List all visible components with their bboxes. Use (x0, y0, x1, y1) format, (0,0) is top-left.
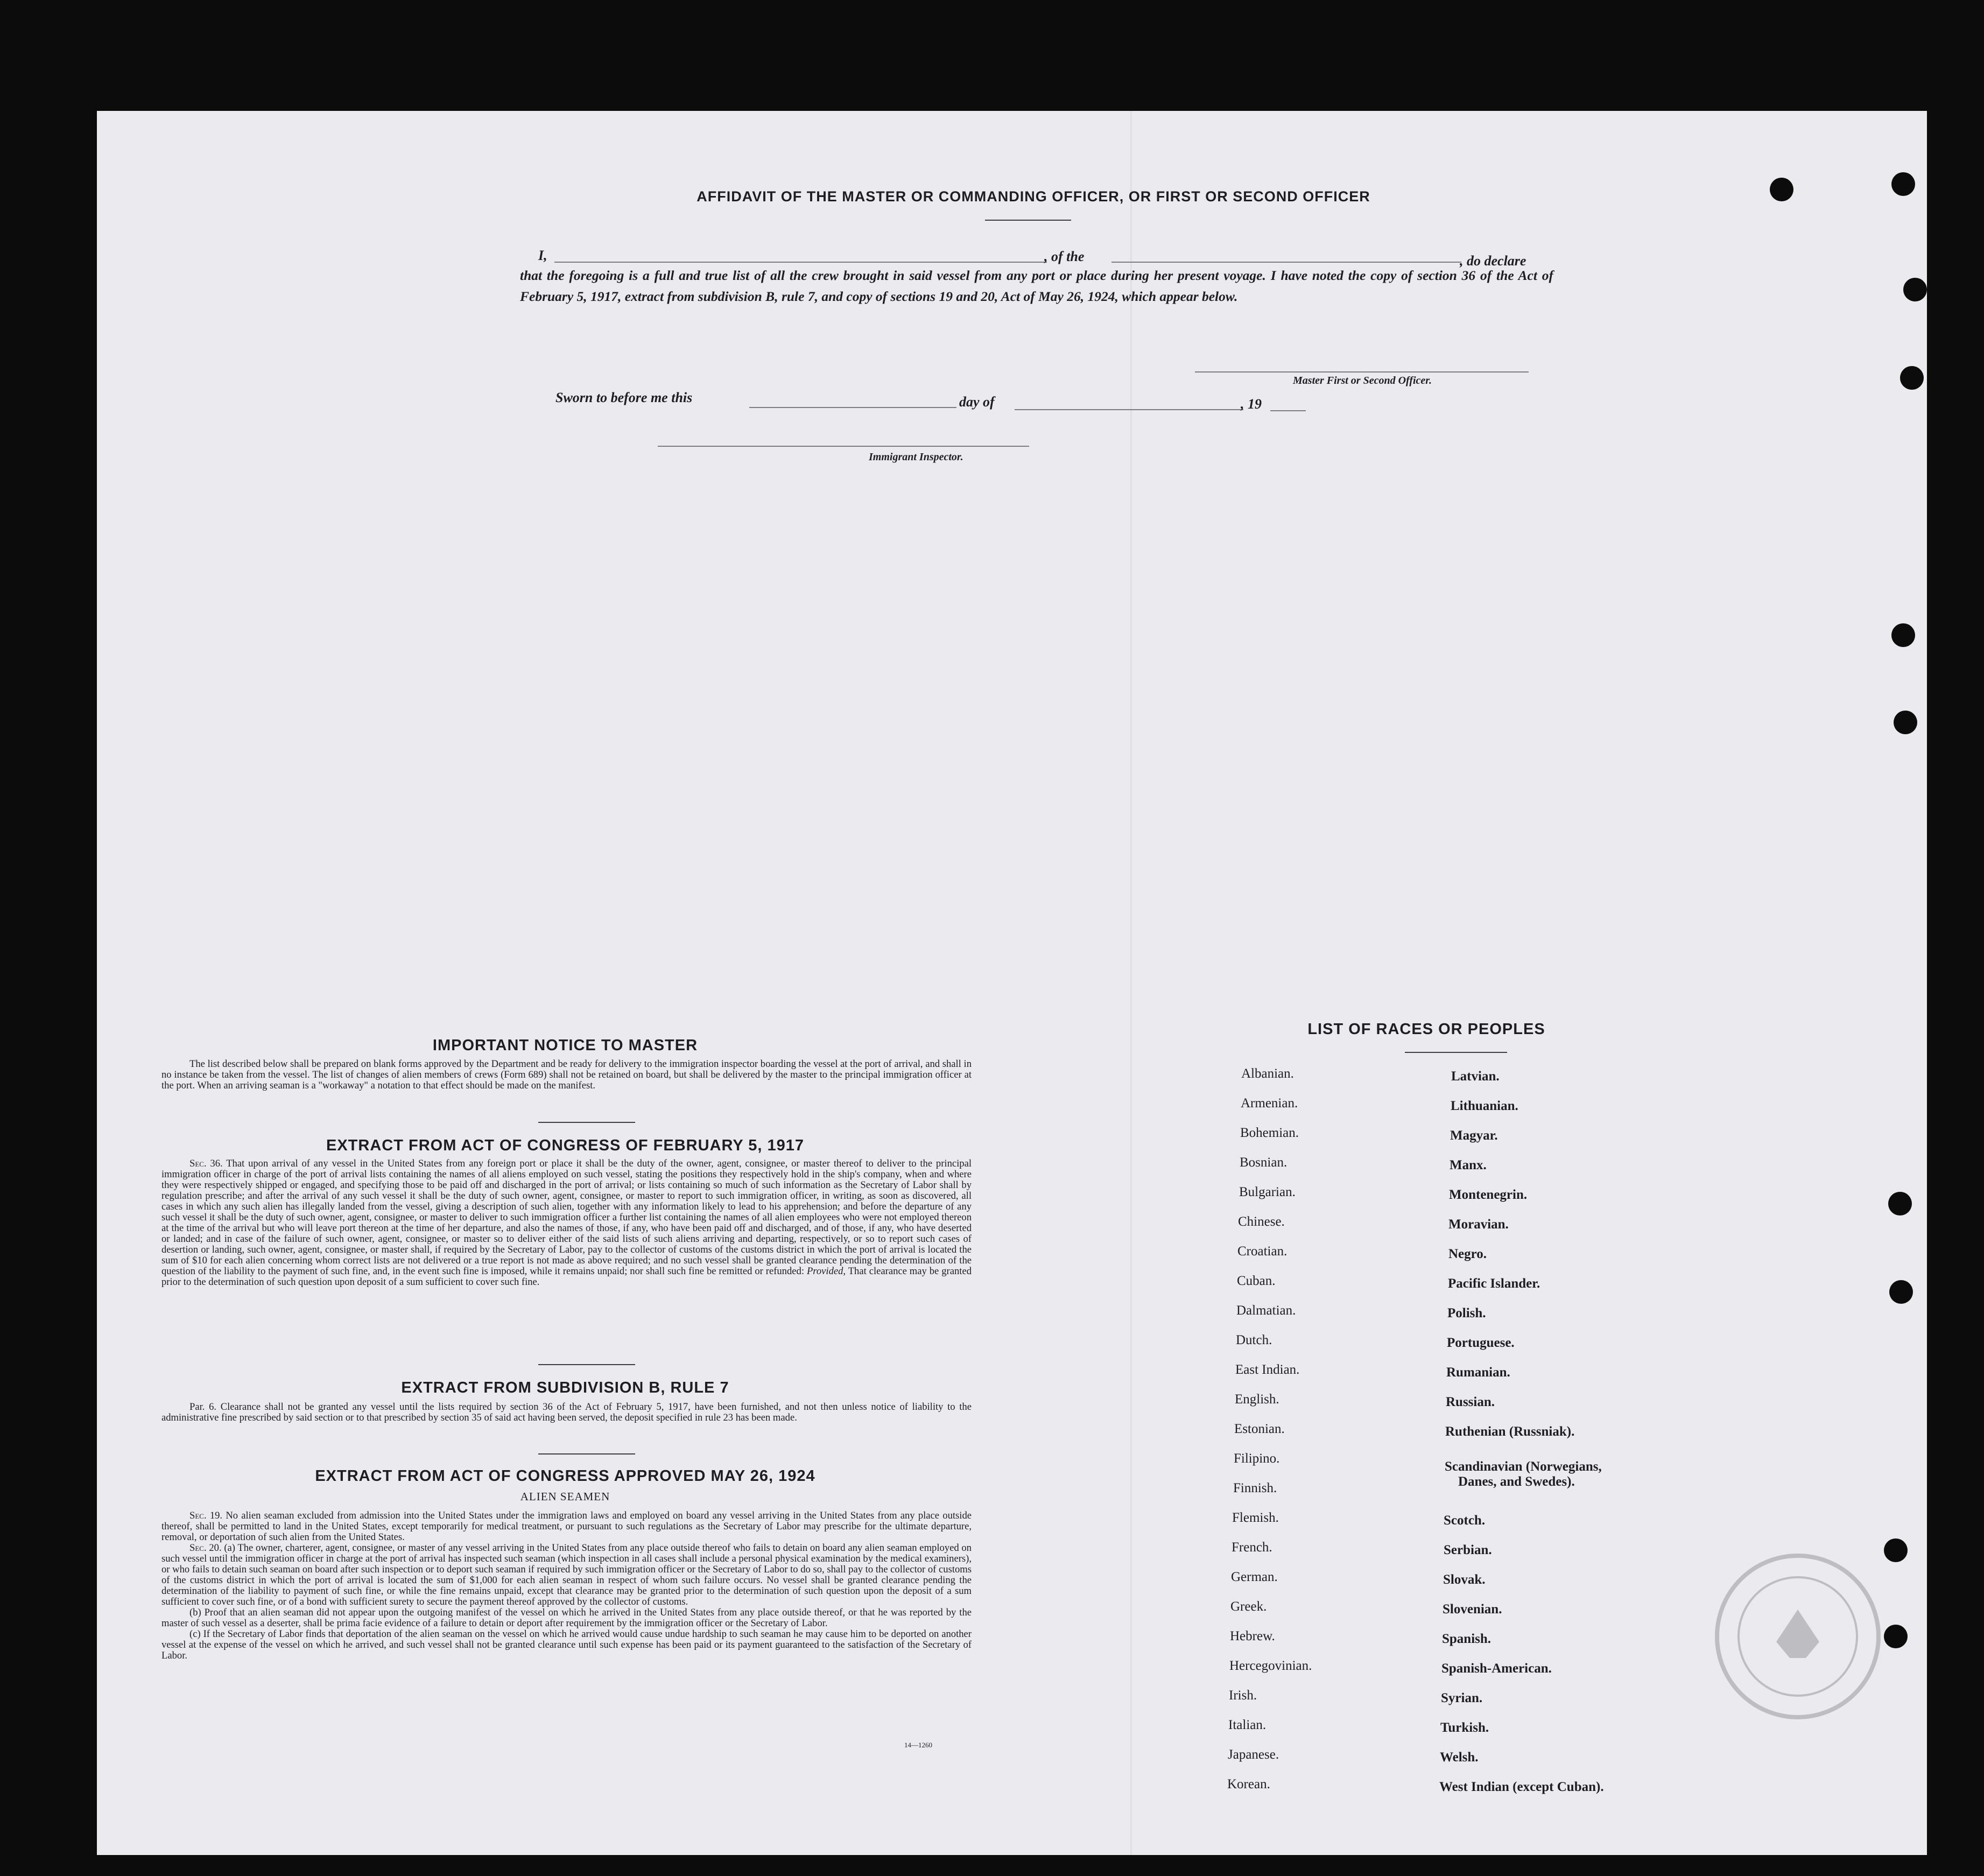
section-19-text: No alien seaman excluded from admission into the United States under the immigration laws and employed on board any vessel arriving in the United States from any place outside thereof, shall be permitted to land in the United States, except temporarily for medical treatment, or pursuant to such regulations as the Secretary of Labor may prescribe for the ultimate departure, removal, or deportation of such alien from the United States. (161, 1510, 972, 1543)
master-signature-field[interactable] (1195, 371, 1529, 373)
sworn-label: Sworn to before me this (555, 390, 693, 405)
section-19-paragraph (161, 1510, 972, 1543)
race-item: Bosnian. (1240, 1155, 1288, 1170)
race-item: Scandinavian (Norwegians, (1445, 1459, 1602, 1474)
race-item: Cuban. (1237, 1274, 1276, 1288)
race-item: Manx. (1450, 1158, 1487, 1172)
day-of-label: day of (959, 394, 995, 410)
race-item: German. (1231, 1570, 1278, 1584)
inspector-label: Immigrant Inspector. (869, 451, 963, 463)
race-item: Spanish. (1442, 1632, 1491, 1646)
race-item: Hebrew. (1230, 1629, 1275, 1643)
official-seal-stamp (1712, 1550, 1884, 1723)
title-rule (985, 220, 1071, 221)
race-item: Japanese. (1228, 1747, 1279, 1762)
divider (538, 1122, 635, 1123)
punch-hole (1884, 1625, 1908, 1648)
race-item: Ruthenian (Russniak). (1445, 1424, 1575, 1439)
races-heading: LIST OF RACES OR PEOPLES (1307, 1021, 1545, 1038)
race-item: West Indian (except Cuban). (1439, 1780, 1604, 1794)
punch-hole (1884, 1538, 1908, 1562)
race-item: Slovenian. (1443, 1602, 1502, 1617)
extract-1917-heading: EXTRACT FROM ACT OF CONGRESS OF FEBRUARY 5, 1917 (326, 1137, 805, 1154)
race-item: Hercegovinian. (1229, 1659, 1312, 1673)
race-item: Armenian. (1241, 1096, 1298, 1111)
race-item: Serbian. (1444, 1543, 1492, 1557)
race-item: Croatian. (1237, 1244, 1288, 1259)
rule7-paragraph: Par. 6. Clearance shall not be granted any vessel until the lists required by section 36 of the Act of February 5, 1917, have been furnished, and not then unless notice of liability to the administrative fine prescribed by said section or to that prescribed by section 35 of said act having been served, the deposit specified in rule 23 has been made. (161, 1401, 972, 1423)
sworn-day-field[interactable] (749, 407, 956, 408)
race-item: Moravian. (1448, 1217, 1509, 1232)
punch-hole (1894, 711, 1917, 734)
page-fold (1130, 111, 1132, 1855)
race-item: French. (1232, 1540, 1272, 1555)
inspector-signature-field[interactable] (658, 446, 1029, 447)
do-declare-label: , do declare (1460, 253, 1526, 269)
affidavit-title: AFFIDAVIT OF THE MASTER OR COMMANDING OFFICER, OR FIRST OR SECOND OFFICER (696, 188, 1370, 205)
race-item: Albanian. (1241, 1066, 1294, 1081)
section-20a-text: (a) The owner, charterer, agent, consignee, or master of any vessel arriving in the United States from any place outside thereof who fails to detain on board any alien seaman employed on such vessel until the immigration officer in charge at the port of arrival has inspected such seaman (which inspection in all cases shall include a personal physical examination by the medical examiners), or who fails to detain such seaman on board after such inspection or to deport such seaman if required by such immigration officer or the Secretary of Labor to do so, shall pay to the collector of customs of the customs district in which the port of arrival is located the sum of $1,000 for each alien seaman in respect of whom such failure occurs. No vessel shall be granted clearance pending the determination of the liability to payment of such fine, or while the fine remains unpaid, except that clearance may be granted prior to the determination of such question upon the deposit of a sum sufficient to cover such fine, or of a bond with sufficient surety to secure the payment thereof approved by the collector of customs. (161, 1542, 972, 1607)
race-item: Welsh. (1440, 1750, 1479, 1765)
race-item: Italian. (1228, 1718, 1267, 1732)
races-rule (1405, 1052, 1507, 1053)
punch-hole (1889, 1280, 1913, 1304)
i-label: I, (538, 248, 547, 263)
race-item: Syrian. (1441, 1691, 1483, 1705)
race-item: English. (1235, 1392, 1279, 1407)
race-item: Negro. (1448, 1247, 1487, 1261)
race-item: Dalmatian. (1236, 1303, 1296, 1318)
sworn-month-field[interactable] (1015, 409, 1243, 410)
race-item: Portuguese. (1447, 1336, 1515, 1350)
race-item: Greek. (1230, 1599, 1267, 1614)
race-item: Rumanian. (1446, 1365, 1510, 1380)
section-label: Sec. 20. (189, 1542, 222, 1554)
section-label: Sec. 36. (189, 1158, 223, 1169)
race-item: Pacific Islander. (1448, 1276, 1540, 1291)
race-item: Slovak. (1443, 1572, 1486, 1587)
extract-1924-heading: EXTRACT FROM ACT OF CONGRESS APPROVED MAY 26, 1924 (315, 1467, 815, 1485)
punch-hole (1888, 1192, 1912, 1215)
section-20c-paragraph: (c) If the Secretary of Labor finds that deportation of the alien seaman on the vessel on which he arrived would cause undue hardship to such seaman he may cause him to be deported on another vessel at the expense of the vessel on which he arrived, and such vessel shall not be granted clearance until such expense has been paid or its payment guaranteed to the satisfaction of the Secretary of Labor. (161, 1628, 972, 1661)
divider (538, 1453, 635, 1455)
race-item: Lithuanian. (1451, 1099, 1518, 1113)
notice-text (161, 1059, 972, 1091)
master-signature-label: Master First or Second Officer. (1293, 375, 1432, 387)
vessel-field[interactable] (1111, 262, 1461, 263)
name-field[interactable] (554, 262, 1047, 263)
race-item: Filipino. (1234, 1451, 1280, 1466)
race-item: Bulgarian. (1239, 1185, 1296, 1199)
notice-paragraph: The list described below shall be prepared on blank forms approved by the Department and be ready for delivery to the immigration inspector boarding the vessel at the port of arrival, and shall in no instance be taken from the vessel. The list of changes of alien members of crews (Form 689) shall not be retained on board, but shall be delivered by the master to the principal immigration officer at the port. When an arriving seaman is a "workaway" a notation to that effect should be made on the manifest. (161, 1058, 972, 1091)
notice-heading: IMPORTANT NOTICE TO MASTER (432, 1037, 698, 1054)
section-36-paragraph (161, 1158, 972, 1288)
punch-hole (1903, 278, 1927, 301)
race-item: East Indian. (1235, 1362, 1300, 1377)
race-item: Spanish-American. (1441, 1661, 1552, 1676)
race-item: Scotch. (1444, 1513, 1486, 1528)
of-the-label: , of the (1044, 249, 1085, 264)
punch-hole (1900, 366, 1924, 390)
race-item: Russian. (1446, 1395, 1495, 1409)
section-36-text-end: That clearance may be granted prior to the determination of such question upon deposit of a sum sufficient to cover such fine. (161, 1266, 972, 1288)
section-36-text: That upon arrival of any vessel in the United States from any foreign port or place it shall be the duty of the owner, agent, consignee, or master thereof to deliver to the principal immigration officer in charge of the port of arrival lists containing the names of all aliens employed on such vessel, stating the positions they respectively hold in the ship's company, when and where they were respectively shipped or engaged, and specifying those to be paid off and discharged in the port of arrival; or lists containing so much of such information as the Secretary of Labor shall by regulation prescribe; and after the arrival of any such vessel it shall be the duty of such owner, agent, consignee, or master to report to such immigration officer, in writing, as soon as discovered, all cases in which any such alien has illegally landed from the vessel, giving a description of such alien, together with any information likely to lead to his apprehension; and before the departure of any such vessel it shall be the duty of such owner, agent, consignee, or master to deliver to such immigration officer a further list containing the names of all alien employees who were not employed thereon at the time of the arrival but who will leave port thereon at the time of her departure, and also the names of those, if any, who have been paid off and discharged, and of those, if any, who have deserted or landed; and in case of the failure of such owner, agent, consignee, or master so to deliver either of the said lists of such aliens arriving and departing, respectively, or so to report such cases of desertion or landing, such owner, agent, consignee, or master shall, if required by the Secretary of Labor, pay to the collector of customs of the customs district in which the port of arrival is located the sum of $10 for each alien concerning whom correct lists are not delivered or a true report is not made as above required; and no such vessel shall be granted clearance pending the determination of the question of the liability to the payment of such fine, and, in the event such fine is imposed, while it remains unpaid; nor shall such fine be remitted or refunded: (161, 1158, 972, 1277)
race-item: Turkish. (1440, 1720, 1489, 1735)
race-item: Irish. (1229, 1688, 1257, 1703)
section-label: Sec. 19. (189, 1510, 223, 1521)
race-item: Magyar. (1450, 1128, 1498, 1143)
form-number: 14—1260 (904, 1741, 932, 1749)
sworn-year-field[interactable] (1270, 410, 1306, 411)
race-item: Latvian. (1451, 1069, 1500, 1084)
race-item: Estonian. (1234, 1422, 1285, 1436)
affidavit-body: that the foregoing is a full and true list of all the crew brought in said vessel from any port or place during her present voyage. I have noted the copy of section 36 of the Act of February 5, 1917, extract from subdivision B, rule 7, and copy of sections 19 and 20, Act of May 26, 1924, which appear below. (520, 268, 1553, 304)
extract-rule7-heading: EXTRACT FROM SUBDIVISION B, RULE 7 (401, 1379, 729, 1396)
extract-1924-text (161, 1510, 972, 1661)
race-item: Flemish. (1232, 1510, 1279, 1525)
race-item: Dutch. (1236, 1333, 1272, 1347)
provided-label: Provided, (806, 1266, 846, 1277)
divider (538, 1364, 635, 1365)
punch-hole (1770, 178, 1793, 201)
punch-hole (1891, 623, 1915, 647)
year-label: , 19 (1241, 396, 1262, 412)
race-item: Finnish. (1233, 1481, 1277, 1495)
section-20a-paragraph (161, 1543, 972, 1607)
race-item: Danes, and Swedes). (1458, 1474, 1575, 1489)
extract-1917-text (161, 1158, 972, 1288)
extract-rule7-text (161, 1402, 972, 1423)
race-item: Korean. (1227, 1777, 1270, 1791)
race-item: Chinese. (1238, 1214, 1285, 1229)
punch-hole (1891, 172, 1915, 196)
section-20b-paragraph: (b) Proof that an alien seaman did not appear upon the outgoing manifest of the vessel on which he arrived in the United States from any place outside thereof, or that he was reported by the master of such vessel as a deserter, shall be prima facie evidence of a failure to detain or deport after requirement by the immigration officer or the Secretary of Labor. (161, 1607, 972, 1629)
race-item: Bohemian. (1240, 1126, 1299, 1140)
race-item: Montenegrin. (1449, 1188, 1528, 1202)
alien-seamen-subheading: ALIEN SEAMEN (520, 1490, 610, 1503)
race-item: Polish. (1447, 1306, 1486, 1320)
